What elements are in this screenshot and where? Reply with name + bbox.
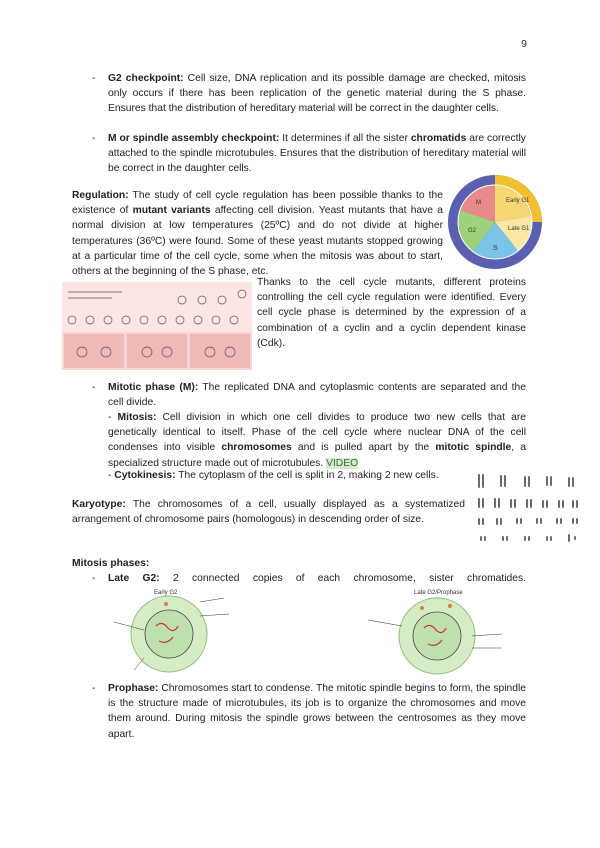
chromosome	[546, 476, 548, 486]
cytokinesis-term: Cytokinesis:	[114, 470, 176, 481]
chromosome	[572, 518, 574, 524]
annotation-line	[200, 598, 224, 602]
cytokinesis-paragraph: - Cytokinesis: The cytoplasm of the cell is split in 2, making 2 new cells.	[108, 470, 439, 481]
chromosome	[494, 498, 496, 508]
mitosis-text-2: and is pulled apart by the	[297, 442, 430, 454]
mitosis-text-3: , a specialized structure made out of microtubules.	[108, 442, 526, 469]
early-g2-cell-figure	[104, 586, 254, 678]
m-checkpoint-text: It determines if all the sister	[282, 133, 408, 144]
karyotype-text: The chromosomes of a cell, usually displayed as a systematized arrangement of chromosome pairs (homologous) in descending order of size.	[72, 499, 465, 526]
late-g2-paragraph	[108, 571, 526, 586]
m-checkpoint-text-after: are correctly attached to the spindle microtubules. Ensures that the distribution of hereditary material will be correct in the daughter cells.	[108, 133, 526, 175]
chromosome	[530, 499, 532, 508]
prophase-paragraph	[108, 681, 526, 742]
karyotype-paragraph	[72, 497, 465, 527]
figure-panel-3	[190, 334, 250, 368]
chromosome	[572, 500, 574, 508]
m-checkpoint-paragraph	[108, 131, 526, 177]
mutant-variants-bold: mutant variants	[132, 205, 211, 217]
nucleus	[145, 610, 193, 658]
chromosome	[498, 498, 500, 508]
mitosis-text-1: Cell division in which one cell divides to produce two new cells that are genetically identical to itself. Phase of the cell cycle where nuclear DNA of the cell condenses into visible	[108, 412, 526, 454]
early-g2-label: Early G2	[154, 590, 178, 596]
chromatids-bold: chromatids	[410, 133, 467, 144]
regulation-text-2: affecting cell division. Yeast mutants that have a normal division at low temperatures (25ºC) and do not divide at higher temperatures (36ºC) were found. Some of these yeast mutants stopped growing at a particular time of the cell cycle, some when the mitosis was about to start, others at the beginning of the S phase, etc.	[72, 205, 443, 278]
chromosome	[480, 536, 482, 541]
chromosome	[482, 498, 484, 508]
centrosome	[420, 606, 424, 610]
bullet-dash: -	[92, 683, 96, 694]
chromosome	[568, 534, 570, 542]
mitosis-term: Mitosis:	[117, 412, 157, 423]
chromosome	[502, 536, 504, 541]
chromosome	[574, 536, 576, 540]
bullet-dash: -	[92, 133, 96, 144]
chromosome	[536, 518, 538, 524]
chromosome	[482, 518, 484, 525]
mitotic-phase-term: Mitotic phase (M):	[108, 382, 199, 393]
regulation-text-1: The study of cell cycle regulation has been possible thanks to the existence of	[72, 190, 443, 217]
g2-checkpoint-paragraph	[108, 71, 526, 117]
nucleus	[413, 612, 461, 660]
mitosis-phases-heading-text: Mitosis phases:	[72, 558, 150, 569]
g2-checkpoint-text: Cell size, DNA replication and its possible damage are checked, mitosis only occurs if there has been replication of the genetic material during the S phase. Ensures that the distribution of hereditary material will be correct in the daughter cells.	[108, 73, 526, 115]
chromosome	[510, 499, 512, 508]
bullet-dash: -	[92, 382, 96, 393]
chromosome	[484, 536, 486, 541]
chromosome	[576, 518, 578, 524]
chromosome	[514, 499, 516, 508]
mitotic-phase-paragraph	[108, 380, 526, 410]
chromosome	[528, 536, 530, 541]
figure-panel-1	[64, 334, 124, 368]
figure-top-band	[62, 282, 252, 332]
chromosome	[524, 476, 526, 487]
late-g2-label: Late G2/Prophase	[414, 590, 463, 596]
page-number: 9	[521, 38, 527, 50]
chromosomes-bold: chromosomes	[221, 442, 292, 454]
chromosome	[478, 518, 480, 525]
chromosome	[506, 536, 508, 541]
chromosome	[558, 500, 560, 508]
annotation-line	[200, 614, 229, 616]
chromosome	[500, 518, 502, 525]
karyotype-figure	[472, 470, 584, 550]
late-g2-text: 2 connected copies of each chromosome, sister chromatides.	[172, 573, 526, 584]
chromosome	[550, 476, 552, 486]
chromosome	[560, 518, 562, 524]
chromosome	[546, 500, 548, 508]
prophase-term: Prophase:	[108, 683, 159, 694]
chromosome	[520, 518, 522, 524]
chromosome	[504, 475, 506, 487]
annotation-line	[368, 620, 402, 626]
late-g2-term: Late G2:	[108, 573, 160, 584]
karyotype-term: Karyotype:	[72, 499, 126, 510]
chromosome	[482, 474, 484, 488]
chromosome	[568, 477, 570, 487]
chromosome	[496, 518, 498, 525]
chromosome	[528, 476, 530, 487]
regulation-paragraph	[72, 188, 443, 279]
chromosome	[572, 477, 574, 487]
chromosome	[524, 536, 526, 541]
annotation-line	[472, 634, 502, 636]
chromosome	[500, 475, 502, 487]
bullet-dash: -	[92, 573, 96, 584]
figure-panel-2	[127, 334, 187, 368]
wheel-label-late-g1: Late G1	[508, 226, 530, 232]
chromosome	[478, 474, 480, 488]
chromosome	[542, 500, 544, 508]
chromosome	[526, 499, 528, 508]
chromosome	[550, 536, 552, 541]
chromosome	[540, 518, 542, 524]
chromosome	[576, 500, 578, 508]
wheel-label-early-g1: Early G1	[506, 198, 530, 204]
chromosome	[516, 518, 518, 524]
mitotic-spindle-bold: mitotic spindle	[435, 442, 512, 454]
late-g2-cell-figure	[362, 586, 512, 678]
centrosome	[448, 604, 452, 608]
mitosis-phases-heading	[72, 556, 272, 571]
mitotic-phase-text: The replicated DNA and cytoplasmic contents are separated and the cell divide.	[108, 382, 526, 409]
regulation-continued-paragraph: Thanks to the cell cycle mutants, different proteins controlling the cell cycle regulation were identified. Every cell cycle phase is determined by the expression of a combination of a cyclin and a cyclin dependent kinase (Cdk).	[257, 277, 526, 349]
regulation-term: Regulation:	[72, 190, 129, 201]
cell-cycle-wheel-figure	[446, 172, 544, 272]
prophase-text: Chromosomes start to condense. The mitotic spindle begins to form, the spindle is the structure made of microtubules, its job is to organize the chromosomes and move them around. During mitosis the spindle grows between the centrosomes as they move apart.	[108, 683, 526, 740]
wheel-label-s: S	[493, 245, 498, 252]
wheel-label-g2: G2	[468, 228, 477, 234]
centrosome	[164, 602, 168, 606]
mitosis-paragraph: - Mitosis: Cell division in which one cell divides to produce two new cells that are genetically identical to itself. Phase of the cell cycle where nuclear DNA of the cell condenses into visible chromosomes and is pulled apart by the mitotic spindle, a specialized structure made out of microtubules. VIDEO	[108, 412, 526, 469]
chromosome	[556, 518, 558, 524]
chromosome	[478, 498, 480, 508]
wheel-label-m: M	[476, 200, 481, 206]
g2-checkpoint-term: G2 checkpoint:	[108, 73, 184, 84]
cytokinesis-text: The cytoplasm of the cell is split in 2, making 2 new cells.	[178, 470, 439, 481]
chromosome	[546, 536, 548, 541]
cyclin-cdk-figure	[62, 282, 252, 370]
chromosome	[562, 500, 564, 508]
annotation-line	[134, 658, 144, 670]
bullet-dash: -	[92, 73, 96, 84]
video-link[interactable]: VIDEO	[326, 457, 359, 469]
m-checkpoint-term: M or spindle assembly checkpoint:	[108, 133, 280, 144]
